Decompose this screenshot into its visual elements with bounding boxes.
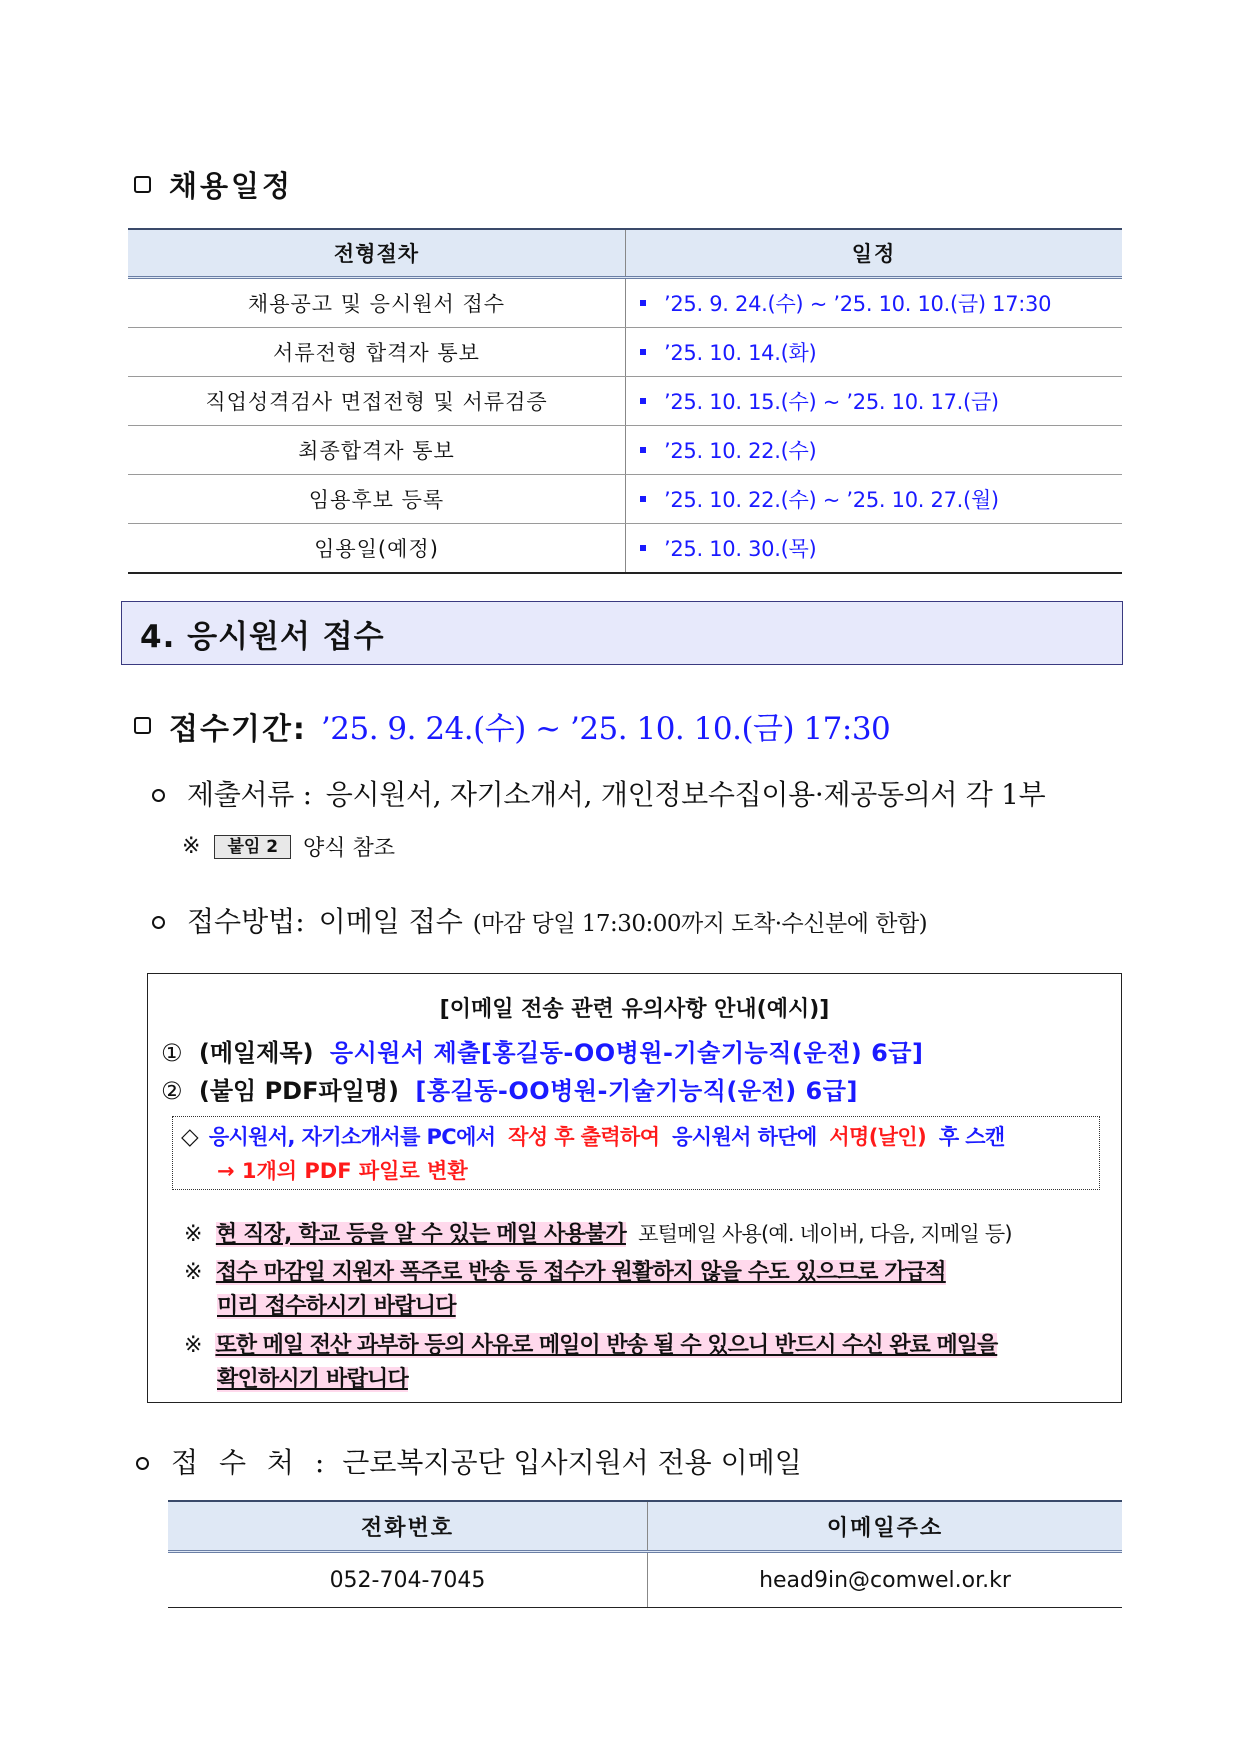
pdf-instruction-part4: 서명(날인) — [829, 1125, 927, 1149]
notice-line-subject — [161, 1033, 923, 1068]
remark-1 — [184, 1217, 1012, 1248]
column-header-email: 이메일주소 — [648, 1501, 1123, 1552]
documents-value: 응시원서, 자기소개서, 개인정보수집이용·제공동의서 각 1부 — [325, 778, 1046, 811]
method-detail: (마감 당일 17:30:00까지 도착·수신분에 한함) — [472, 911, 928, 937]
step-cell: 서류전형 합격자 통보 — [128, 328, 626, 377]
circle-bullet-icon — [152, 789, 165, 802]
table-row — [128, 377, 1122, 426]
pdf-instructions-box — [172, 1116, 1100, 1190]
schedule-title: 채용일정 — [169, 169, 294, 203]
date-cell: ’25. 9. 24.(수) ~ ’25. 10. 10.(금) 17:30 — [664, 292, 1052, 316]
remark-2 — [184, 1255, 946, 1286]
remark-3-cont — [217, 1362, 408, 1393]
table-row — [168, 1552, 1122, 1608]
table-row — [128, 278, 1122, 328]
reception-label: 접 수 처 : — [171, 1446, 331, 1479]
documents-label: 제출서류 : — [187, 778, 312, 811]
date-cell: ’25. 10. 22.(수) ~ ’25. 10. 27.(월) — [664, 488, 999, 512]
attachment-tag: 붙임 2 — [214, 835, 291, 859]
notice-line1-label: (메일제목) — [198, 1039, 314, 1067]
contact-table — [168, 1500, 1122, 1608]
notice-line2-label: (붙임 PDF파일명) — [198, 1077, 399, 1105]
notice-title: [이메일 전송 관련 유의사항 안내(예시)] — [439, 997, 830, 1022]
remark-3-line2: 확인하시기 바랍니다 — [217, 1367, 408, 1392]
square-bullet-icon — [640, 398, 646, 404]
email-notice-box — [147, 973, 1122, 1403]
email-address[interactable]: head9in@comwel.or.kr — [648, 1552, 1123, 1608]
table-row — [128, 426, 1122, 475]
remark-1-bold: 현 직장, 학교 등을 알 수 있는 메일 사용불가 — [215, 1222, 626, 1247]
notice-line2-value: [홍길동-OO병원-기술기능직(운전) 6급] — [415, 1077, 858, 1105]
circle-bullet-icon — [136, 1457, 149, 1470]
remark-3 — [184, 1328, 997, 1359]
square-bullet-icon — [640, 349, 646, 355]
step-cell: 임용후보 등록 — [128, 475, 626, 524]
notice-line-filename — [161, 1071, 858, 1106]
documents-note — [182, 831, 395, 862]
period-heading — [134, 703, 890, 748]
period-value: ’25. 9. 24.(수) ~ ’25. 10. 10.(금) 17:30 — [320, 711, 891, 747]
reference-mark: ※ — [182, 834, 201, 859]
reference-mark: ※ — [184, 1333, 202, 1358]
date-cell: ’25. 10. 30.(목) — [664, 537, 817, 561]
square-bullet-icon — [640, 496, 646, 502]
reception-item — [136, 1441, 802, 1481]
table-row — [128, 328, 1122, 377]
remark-2-cont — [217, 1289, 456, 1320]
square-bullet-icon — [640, 447, 646, 453]
square-bullet-icon — [640, 300, 646, 306]
date-cell: ’25. 10. 15.(수) ~ ’25. 10. 17.(금) — [664, 390, 999, 414]
period-label: 접수기간: — [169, 711, 307, 747]
circle-bullet-icon — [152, 916, 165, 929]
pdf-instruction-line2: → 1개의 PDF 파일로 변환 — [217, 1159, 468, 1183]
step-cell: 직업성격검사 면접전형 및 서류검증 — [128, 377, 626, 426]
square-bullet-icon — [134, 717, 151, 734]
documents-note-text: 양식 참조 — [303, 836, 396, 861]
column-header-phone: 전화번호 — [168, 1501, 648, 1552]
reception-value: 근로복지공단 입사지원서 전용 이메일 — [342, 1446, 802, 1479]
reference-mark: ※ — [184, 1260, 202, 1285]
section-4-title: 4. 응시원서 접수 — [140, 618, 385, 655]
schedule-heading — [134, 164, 293, 205]
column-header-date: 일정 — [626, 229, 1123, 278]
step-cell: 채용공고 및 응시원서 접수 — [128, 278, 626, 328]
square-bullet-icon — [134, 176, 151, 193]
documents-item — [152, 773, 1045, 813]
pdf-instruction-part5: 후 스캔 — [938, 1125, 1005, 1149]
notice-line1-value: 응시원서 제출[홍길동-OO병원-기술기능직(운전) 6급] — [329, 1039, 924, 1067]
date-cell: ’25. 10. 14.(화) — [664, 341, 817, 365]
table-row — [128, 475, 1122, 524]
remark-2-line1: 접수 마감일 지원자 폭주로 반송 등 접수가 원활하지 않을 수도 있으므로 가급적 — [215, 1260, 946, 1285]
remark-3-line1: 또한 메일 전산 과부하 등의 사유로 메일이 반송 될 수 있으니 반드시 수신 완료 메일을 — [215, 1333, 998, 1358]
column-header-step: 전형절차 — [128, 229, 626, 278]
pdf-instruction-part2: 작성 후 출력하여 — [508, 1125, 660, 1149]
diamond-icon: ◇ — [181, 1124, 199, 1150]
square-bullet-icon — [640, 545, 646, 551]
circled-number: ② — [161, 1077, 183, 1105]
schedule-table — [128, 228, 1122, 574]
remark-1-rest: 포털메일 사용(예. 네이버, 다음, 지메일 등) — [638, 1222, 1012, 1246]
remark-2-line2: 미리 접수하시기 바랍니다 — [217, 1294, 456, 1319]
reference-mark: ※ — [184, 1222, 202, 1247]
date-cell: ’25. 10. 22.(수) — [664, 439, 817, 463]
step-cell: 최종합격자 통보 — [128, 426, 626, 475]
pdf-instruction-part1: 응시원서, 자기소개서를 PC에서 — [208, 1125, 496, 1149]
phone-number: 052-704-7045 — [168, 1552, 648, 1608]
section-4-banner — [121, 601, 1123, 665]
method-label: 접수방법: — [187, 905, 305, 938]
step-cell: 임용일(예정) — [128, 524, 626, 574]
pdf-instruction-line1 — [181, 1121, 1005, 1151]
method-item — [152, 900, 927, 940]
circled-number: ① — [161, 1039, 183, 1067]
pdf-instruction-part3: 응시원서 하단에 — [672, 1125, 817, 1149]
method-value: 이메일 접수 — [318, 905, 463, 938]
table-row — [128, 524, 1122, 574]
